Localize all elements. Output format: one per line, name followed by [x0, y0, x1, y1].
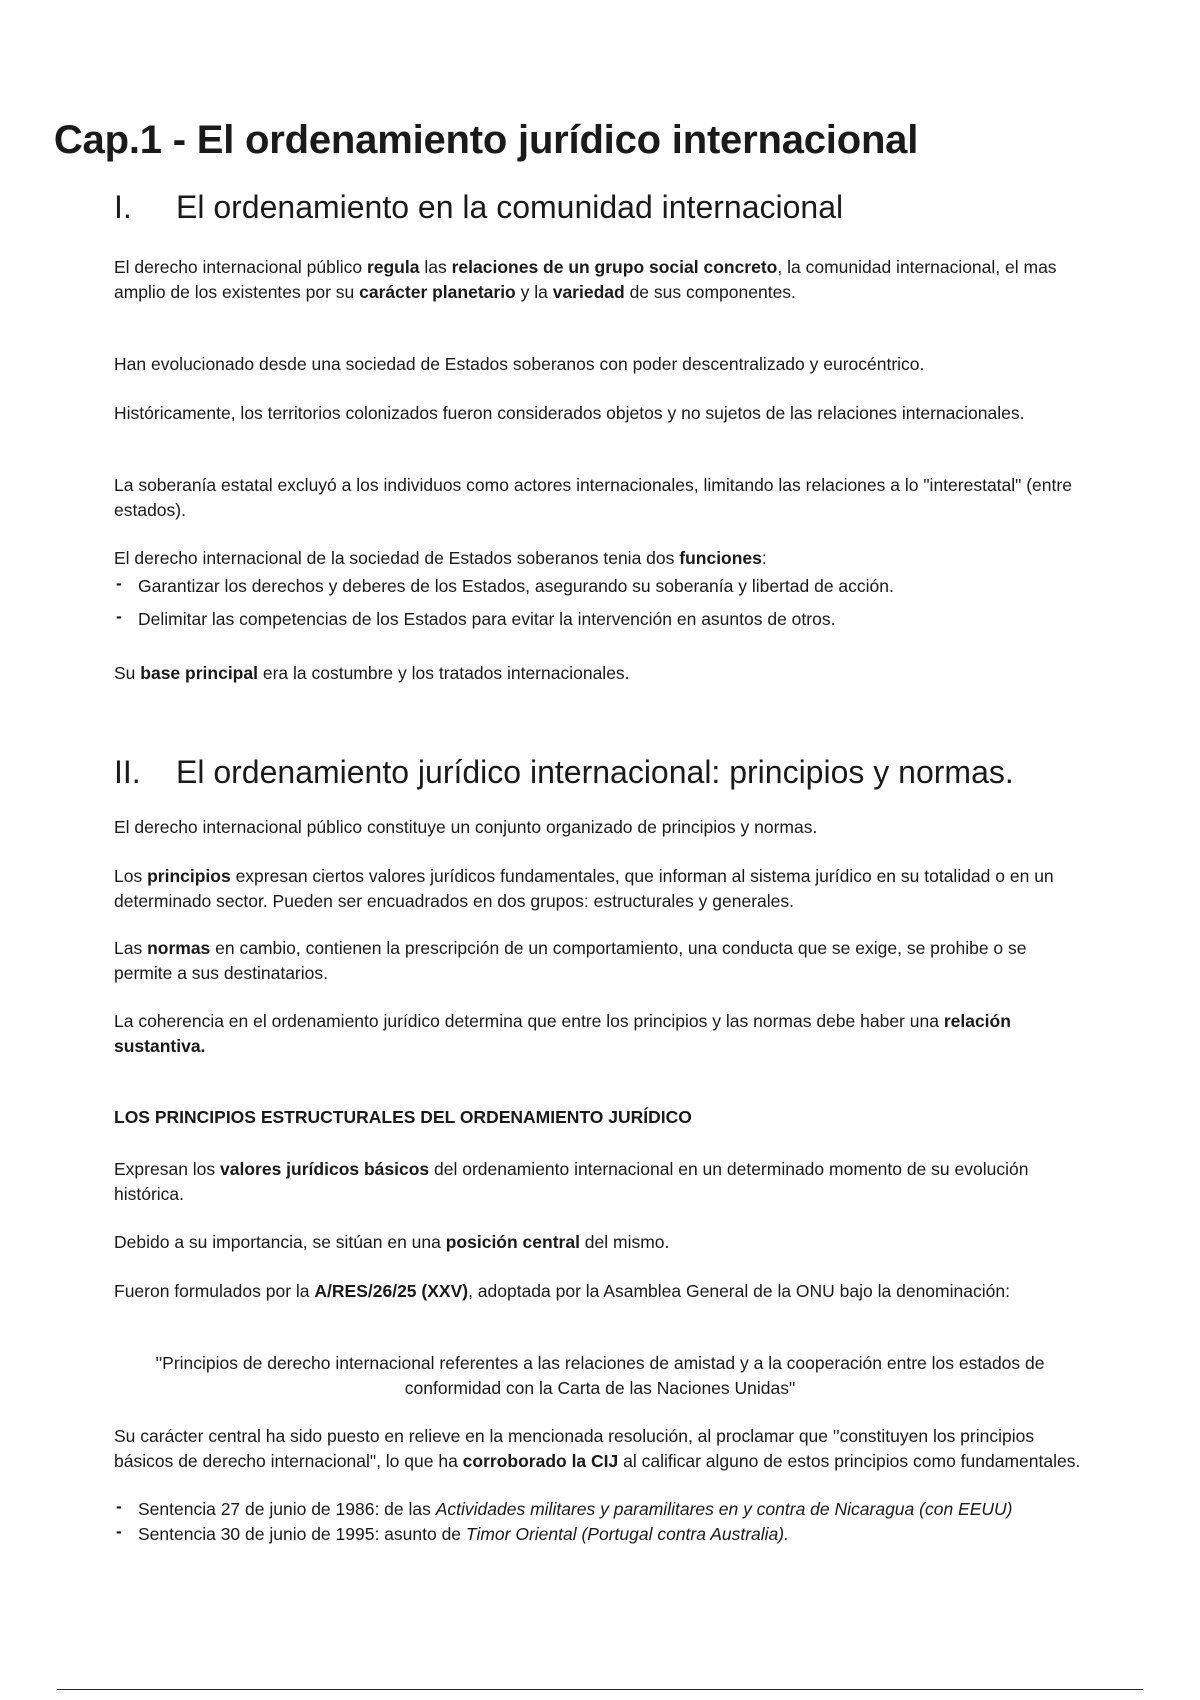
sub-rulings-list	[114, 1497, 1086, 1546]
s2-paragraph-1: El derecho internacional público constituye un conjunto organizado de principios y normas.	[114, 817, 818, 837]
section-2-number: II.	[114, 754, 141, 790]
section-1-heading	[114, 189, 843, 226]
sub-paragraph-3: Fueron formulados por la A/RES/26/25 (XXV), adoptada por la Asamblea General de la ONU bajo la denominación:	[114, 1281, 1010, 1301]
list-item: - Sentencia 30 de junio de 1995: asunto de Timor Oriental (Portugal contra Australia).	[114, 1522, 1086, 1547]
sub-paragraph-2: Debido a su importancia, se sitúan en una posición central del mismo.	[114, 1232, 670, 1252]
s1-functions-list	[114, 574, 1086, 631]
section-2-heading	[114, 754, 1014, 791]
s1-paragraph-5: El derecho internacional de la sociedad de Estados soberanos tenia dos funciones:	[114, 548, 767, 568]
resolution-quote: ''Principios de derecho internacional referentes a las relaciones de amistad y a la cooperación entre los estados de conformidad con la Carta de las Naciones Unidas"	[155, 1353, 1045, 1398]
section-1-title: El ordenamiento en la comunidad internacional	[176, 189, 844, 225]
s1-paragraph-1: El derecho internacional público regula las relaciones de un grupo social concreto, la comunidad internacional, el mas amplio de los existentes por su carácter planetario y la variedad de sus componentes.	[114, 257, 1057, 302]
sub-paragraph-1: Expresan los valores jurídicos básicos del ordenamiento internacional en un determinado momento de su evolución histórica.	[114, 1159, 1029, 1204]
list-item: - Sentencia 27 de junio de 1986: de las Actividades militares y paramilitares en y contra de Nicaragua (con EEUU)	[114, 1497, 1086, 1522]
s1-paragraph-6: Su base principal era la costumbre y los tratados internacionales.	[114, 663, 630, 683]
s2-paragraph-4: La coherencia en el ordenamiento jurídico determina que entre los principios y las normas debe haber una relación sustantiva.	[114, 1011, 1011, 1056]
s1-paragraph-4: La soberanía estatal excluyó a los individuos como actores internacionales, limitando las relaciones a lo "interestatal" (entre estados).	[114, 475, 1072, 520]
list-item: - Delimitar las competencias de los Estados para evitar la intervención en asuntos de otros.	[114, 607, 1086, 632]
footer-divider	[57, 1689, 1143, 1690]
s1-paragraph-3: Históricamente, los territorios colonizados fueron considerados objetos y no sujetos de las relaciones internacionales.	[114, 403, 1025, 423]
subsection-heading: LOS PRINCIPIOS ESTRUCTURALES DEL ORDENAMIENTO JURÍDICO	[114, 1107, 692, 1127]
section-2-title: El ordenamiento jurídico internacional: principios y normas.	[176, 754, 1014, 790]
s1-paragraph-2: Han evolucionado desde una sociedad de Estados soberanos con poder descentralizado y eurocéntrico.	[114, 354, 925, 374]
sub-paragraph-4: Su carácter central ha sido puesto en relieve en la mencionada resolución, al proclamar que ''constituyen los principios básicos de derecho internacional", lo que ha corroborado la CIJ al calificar alguno de estos principios como fundamentales.	[114, 1426, 1081, 1471]
s2-paragraph-3: Las normas en cambio, contienen la prescripción de un comportamiento, una conducta que se exige, se prohibe o se permite a sus destinatarios.	[114, 938, 1027, 983]
document-title: Cap.1 - El ordenamiento jurídico internacional	[53, 118, 919, 162]
list-item: - Garantizar los derechos y deberes de los Estados, asegurando su soberanía y libertad de acción.	[114, 574, 1086, 599]
s2-paragraph-2: Los principios expresan ciertos valores jurídicos fundamentales, que informan al sistema jurídico en su totalidad o en un determinado sector. Pueden ser encuadrados en dos grupos: estructurales y generales.	[114, 866, 1054, 911]
section-1-number: I.	[114, 189, 132, 225]
